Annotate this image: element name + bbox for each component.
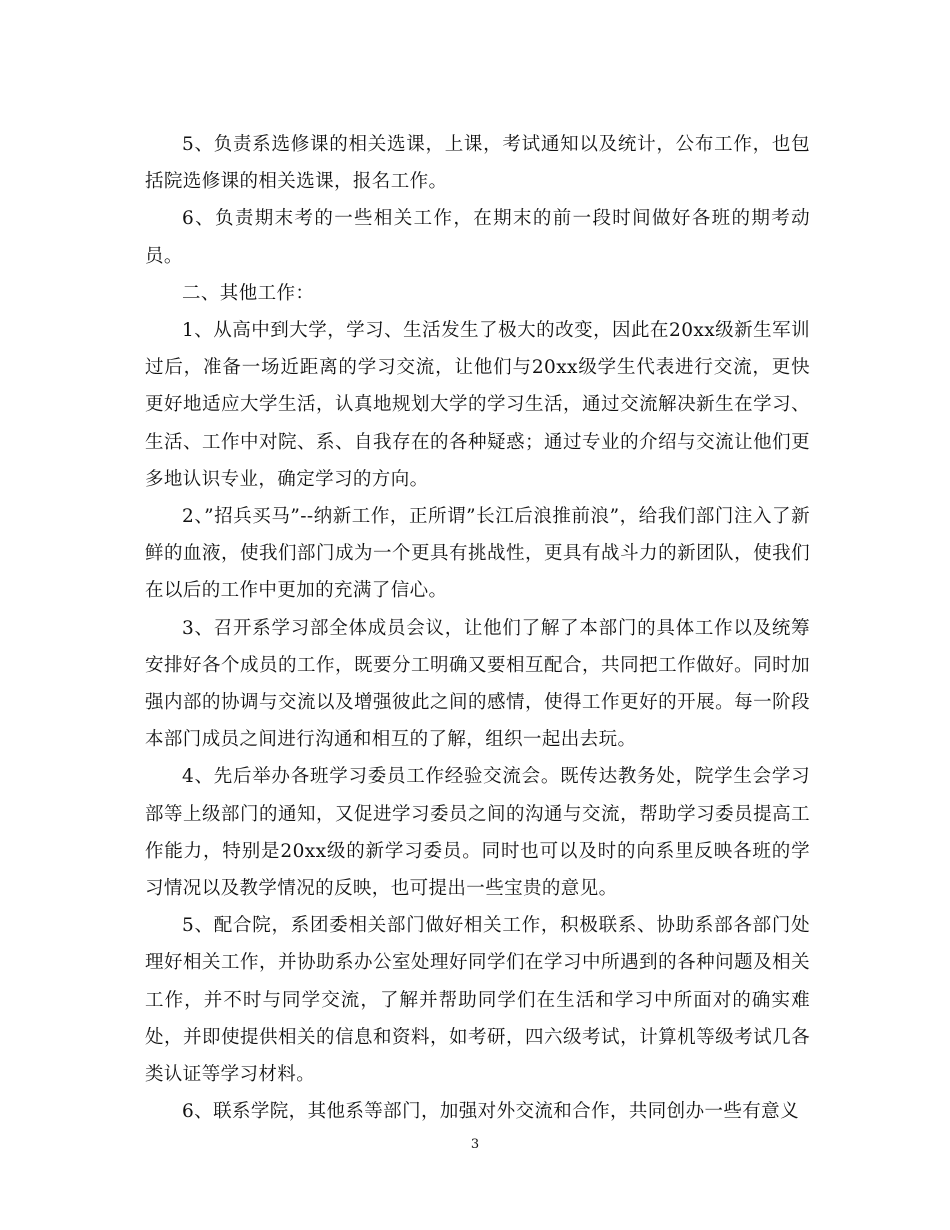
paragraph-1: 5、负责系选修课的相关选课，上课，考试通知以及统计，公布工作，也包括院选修课的相关选课，报名工作。 (145, 134, 810, 193)
paragraph-2: 6、负责期末考的一些相关工作，在期末的前一段时间做好各班的期考动员。 (145, 208, 810, 267)
document-body (145, 126, 810, 1130)
page-number: 3 (470, 1137, 480, 1152)
paragraph-8: 6、联系学院，其他系等部门，加强对外交流和合作，共同创办一些有意义 (182, 1101, 799, 1123)
paragraph-6: 4、先后举办各班学习委员工作经验交流会。既传达教务处，院学生会学习部等上级部门的通知，又促进学习委员之间的沟通与交流，帮助学习委员提高工作能力，特别是20xx级的新学习委员。同时也可以及时的向系里反映各班的学习情况以及教学情况的反映，也可提出一些宝贵的意见。 (145, 766, 810, 900)
paragraph-3: 1、从高中到大学，学习、生活发生了极大的改变，因此在20xx级新生军训过后，准备一场近距离的学习交流，让他们与20xx级学生代表进行交流，更快更好地适应大学生活，认真地规划大学的学习生活，通过交流解决新生在学习、生活、工作中对院、系、自我存在的各种疑惑；通过专业的介绍与交流让他们更多地认识专业，确定学习的方向。 (145, 320, 810, 490)
paragraph-7: 5、配合院，系团委相关部门做好相关工作，积极联系、协助系部各部门处理好相关工作，并协助系办公室处理好同学们在学习中所遇到的各种问题及相关工作，并不时与同学交流，了解并帮助同学们在生活和学习中所面对的确实难处，并即使提供相关的信息和资料，如考研，四六级考试，计算机等级考试几各类认证等学习材料。 (145, 915, 810, 1086)
section-heading: 二、其他工作： (182, 282, 315, 304)
paragraph-4: 2、”招兵买马”--纳新工作，正所谓”长江后浪推前浪”，给我们部门注入了新鲜的血液，使我们部门成为一个更具有挑战性，更具有战斗力的新团队，使我们在以后的工作中更加的充满了信心。 (145, 506, 810, 602)
paragraph-5: 3、召开系学习部全体成员会议，让他们了解了本部门的具体工作以及统筹安排好各个成员的工作，既要分工明确又要相互配合，共同把工作做好。同时加强内部的协调与交流以及增强彼此之间的感情，使得工作更好的开展。每一阶段本部门成员之间进行沟通和相互的了解，组织一起出去玩。 (145, 617, 810, 751)
